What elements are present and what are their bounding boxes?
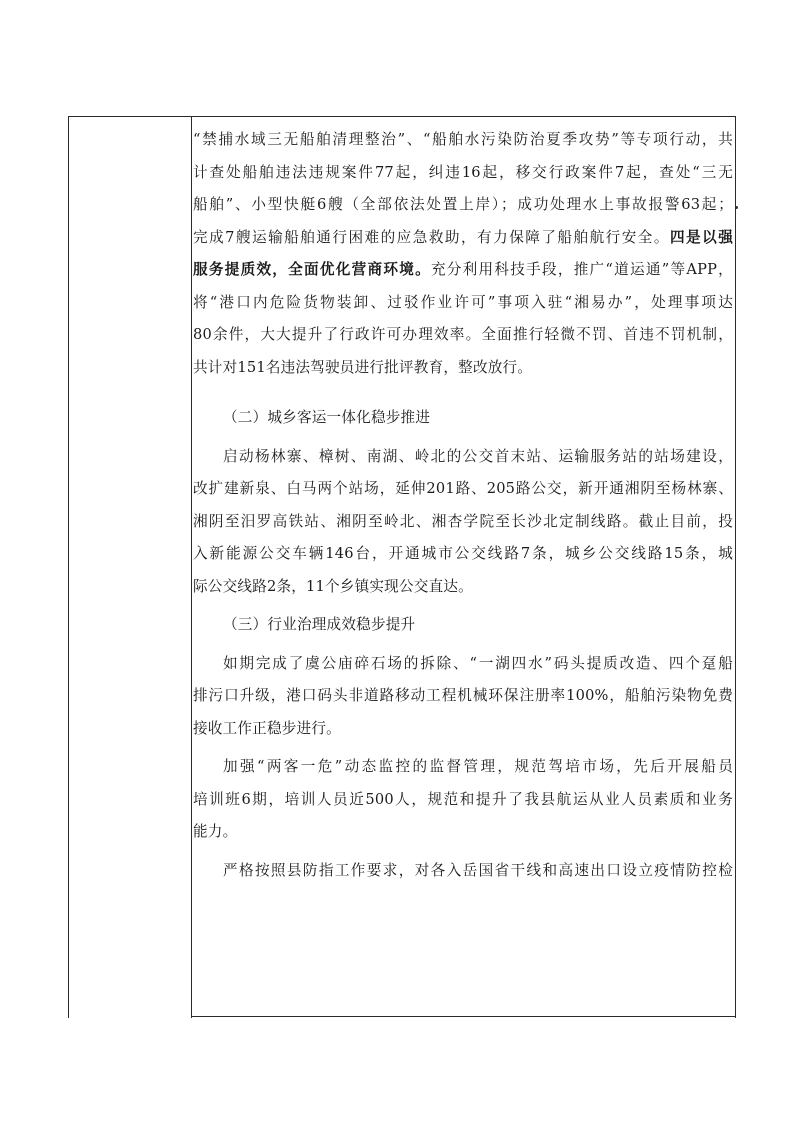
paragraph-line: 将“港口内危险货物装卸、过驳作业许可”事项入驻“湘易办”，处理事项达 xyxy=(193,293,733,311)
paragraph-line: 改扩建新泉、白马两个站场，延伸201路、205路公交，新开通湘阴至杨林寨、 xyxy=(193,480,733,497)
paragraph-line: 启动杨林寨、樟树、南湖、岭北的公交首末站、运输服务站的站场建设， xyxy=(223,447,733,465)
paragraph-line xyxy=(193,222,733,255)
paragraph-line: “禁捕水域三无船舶清理整治”、“船舶水污染防治夏季攻势”等专项行动，共 xyxy=(193,131,733,148)
column-divider xyxy=(191,116,192,1018)
paragraph-line: 入新能源公交车辆146台，开通城市公交线路7条，城乡公交线路15条，城 xyxy=(193,545,733,562)
paragraph-line: 80余件，大大提升了行政许可办理效率。全面推行轻微不罚、首违不罚机制， xyxy=(193,326,733,343)
normal-text: 充分利用科技手段，推广“道运通”等APP， xyxy=(430,261,733,278)
section-heading: （三）行业治理成效稳步提升 xyxy=(223,616,416,633)
paragraph-line: 湘阴至汨罗高铁站、湘阴至岭北、湘杏学院至长沙北定制线路。截止目前，投 xyxy=(193,512,733,530)
paragraph-line: 船舶”、小型快艇6艘（全部依法处置上岸）；成功处理水上事故报警63起； xyxy=(193,196,733,213)
paragraph-line: 际公交线路2条，11个乡镇实现公交直达。 xyxy=(193,577,473,595)
row-bottom-border xyxy=(191,1016,736,1017)
paragraph-line: 严格按照县防指工作要求，对各入岳国省干线和高速出口设立疫情防控检 xyxy=(223,861,733,879)
paragraph-line: 排污口升级，港口码头非道路移动工程机械环保注册率100%，船舶污染物免费 xyxy=(193,687,733,704)
content-cell xyxy=(193,124,733,887)
paragraph-line xyxy=(193,254,733,287)
paragraph-line: 接收工作正稳步进行。 xyxy=(193,719,341,737)
bold-text: 四是以强 xyxy=(669,228,733,246)
paragraph-line: 加强“两客一危”动态监控的监督管理，规范驾培市场，先后开展船员 xyxy=(223,758,733,775)
section-heading: （二）城乡客运一体化稳步推进 xyxy=(223,409,431,426)
paragraph-line: 能力。 xyxy=(193,823,238,840)
paragraph-line: 如期完成了虞公庙碎石场的拆除、“一湖四水”码头提质改造、四个趸船 xyxy=(223,654,733,672)
paragraph-line: 计查处船舶违法违规案件77起，纠违16起，移交行政案件7起，查处“三无 xyxy=(193,163,733,181)
normal-text: 完成7艘运输船舶通行困难的应急救助，有力保障了船舶航行安全。 xyxy=(193,228,670,246)
scan-speck xyxy=(735,206,738,209)
paragraph-line: 培训班6期，培训人员近500人，规范和提升了我县航运从业人员素质和业务 xyxy=(193,790,733,808)
bold-text: 服务提质效，全面优化营商环境。 xyxy=(193,261,431,278)
paragraph-line: 共计对151名违法驾驶员进行批评教育，整改放行。 xyxy=(193,358,533,376)
